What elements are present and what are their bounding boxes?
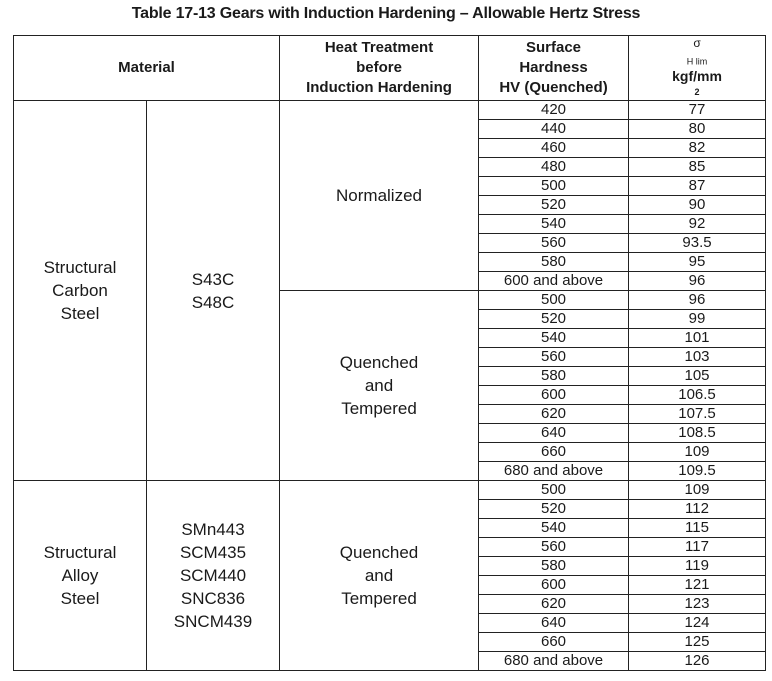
hardness-cell: 560 [479,538,629,557]
stress-cell: 124 [629,614,766,633]
hardness-cell: 480 [479,158,629,177]
stress-cell: 123 [629,595,766,614]
stress-cell: 125 [629,633,766,652]
material-cell: Structural Carbon Steel [14,101,147,481]
hardness-cell: 620 [479,405,629,424]
hardness-cell: 640 [479,424,629,443]
hardness-cell: 600 [479,386,629,405]
stress-cell: 109 [629,481,766,500]
stress-unit: kgf/mm 2 [672,68,722,98]
stress-cell: 77 [629,101,766,120]
stress-cell: 82 [629,139,766,158]
stress-cell: 99 [629,310,766,329]
hardness-cell: 620 [479,595,629,614]
hardness-cell: 520 [479,196,629,215]
hardness-cell: 420 [479,101,629,120]
hardness-cell: 660 [479,443,629,462]
hardness-cell: 580 [479,253,629,272]
stress-cell: 103 [629,348,766,367]
stress-cell: 87 [629,177,766,196]
hardness-cell: 520 [479,500,629,519]
sigma-symbol: σ $_{H lim}$ [686,36,708,67]
hardness-cell: 680 and above [479,652,629,671]
hardness-cell: 640 [479,614,629,633]
stress-cell: 90 [629,196,766,215]
stress-cell: 109.5 [629,462,766,481]
table-title: Table 17-13 Gears with Induction Hardening – Allowable Hertz Stress [131,5,641,22]
stress-cell: 107.5 [629,405,766,424]
stress-cell: 106.5 [629,386,766,405]
hardness-cell: 460 [479,139,629,158]
header-heat-treatment: Heat Treatment before Induction Hardening [280,36,479,101]
stress-cell: 96 [629,291,766,310]
stress-cell: 117 [629,538,766,557]
table-row [14,481,766,500]
stress-cell: 126 [629,652,766,671]
heat-treatment-cell: Quenched and Tempered [280,481,479,671]
stress-cell: 119 [629,557,766,576]
hardness-cell: 440 [479,120,629,139]
stress-cell: 95 [629,253,766,272]
stress-cell: 115 [629,519,766,538]
table-body [14,101,766,671]
stress-cell: 85 [629,158,766,177]
hardness-cell: 580 [479,557,629,576]
grade-cell: S43C S48C [147,101,280,481]
header-surface-hardness: Surface Hardness HV (Quenched) [479,36,629,101]
hardness-cell: 520 [479,310,629,329]
stress-cell: 92 [629,215,766,234]
stress-cell: 96 [629,272,766,291]
hardness-cell: 500 [479,481,629,500]
material-cell: Structural Alloy Steel [14,481,147,671]
stress-cell: 112 [629,500,766,519]
hertz-stress-table [13,35,766,671]
hardness-cell: 580 [479,367,629,386]
hardness-cell: 540 [479,329,629,348]
table-row [14,101,766,120]
hardness-cell: 680 and above [479,462,629,481]
stress-cell: 121 [629,576,766,595]
stress-cell: 93.5 [629,234,766,253]
hardness-cell: 500 [479,177,629,196]
hardness-cell: 600 [479,576,629,595]
hardness-cell: 660 [479,633,629,652]
header-allowable-stress [629,36,766,101]
hardness-cell: 600 and above [479,272,629,291]
hardness-cell: 560 [479,348,629,367]
hardness-cell: 540 [479,519,629,538]
hardness-cell: 540 [479,215,629,234]
stress-cell: 108.5 [629,424,766,443]
stress-cell: 101 [629,329,766,348]
stress-cell: 80 [629,120,766,139]
stress-cell: 109 [629,443,766,462]
hardness-cell: 560 [479,234,629,253]
header-material: Material [14,36,280,101]
stress-cell: 105 [629,367,766,386]
grade-cell: SMn443 SCM435 SCM440 SNC836 SNCM439 [147,481,280,671]
heat-treatment-cell: Normalized [280,101,479,291]
hardness-cell: 500 [479,291,629,310]
heat-treatment-cell: Quenched and Tempered [280,291,479,481]
